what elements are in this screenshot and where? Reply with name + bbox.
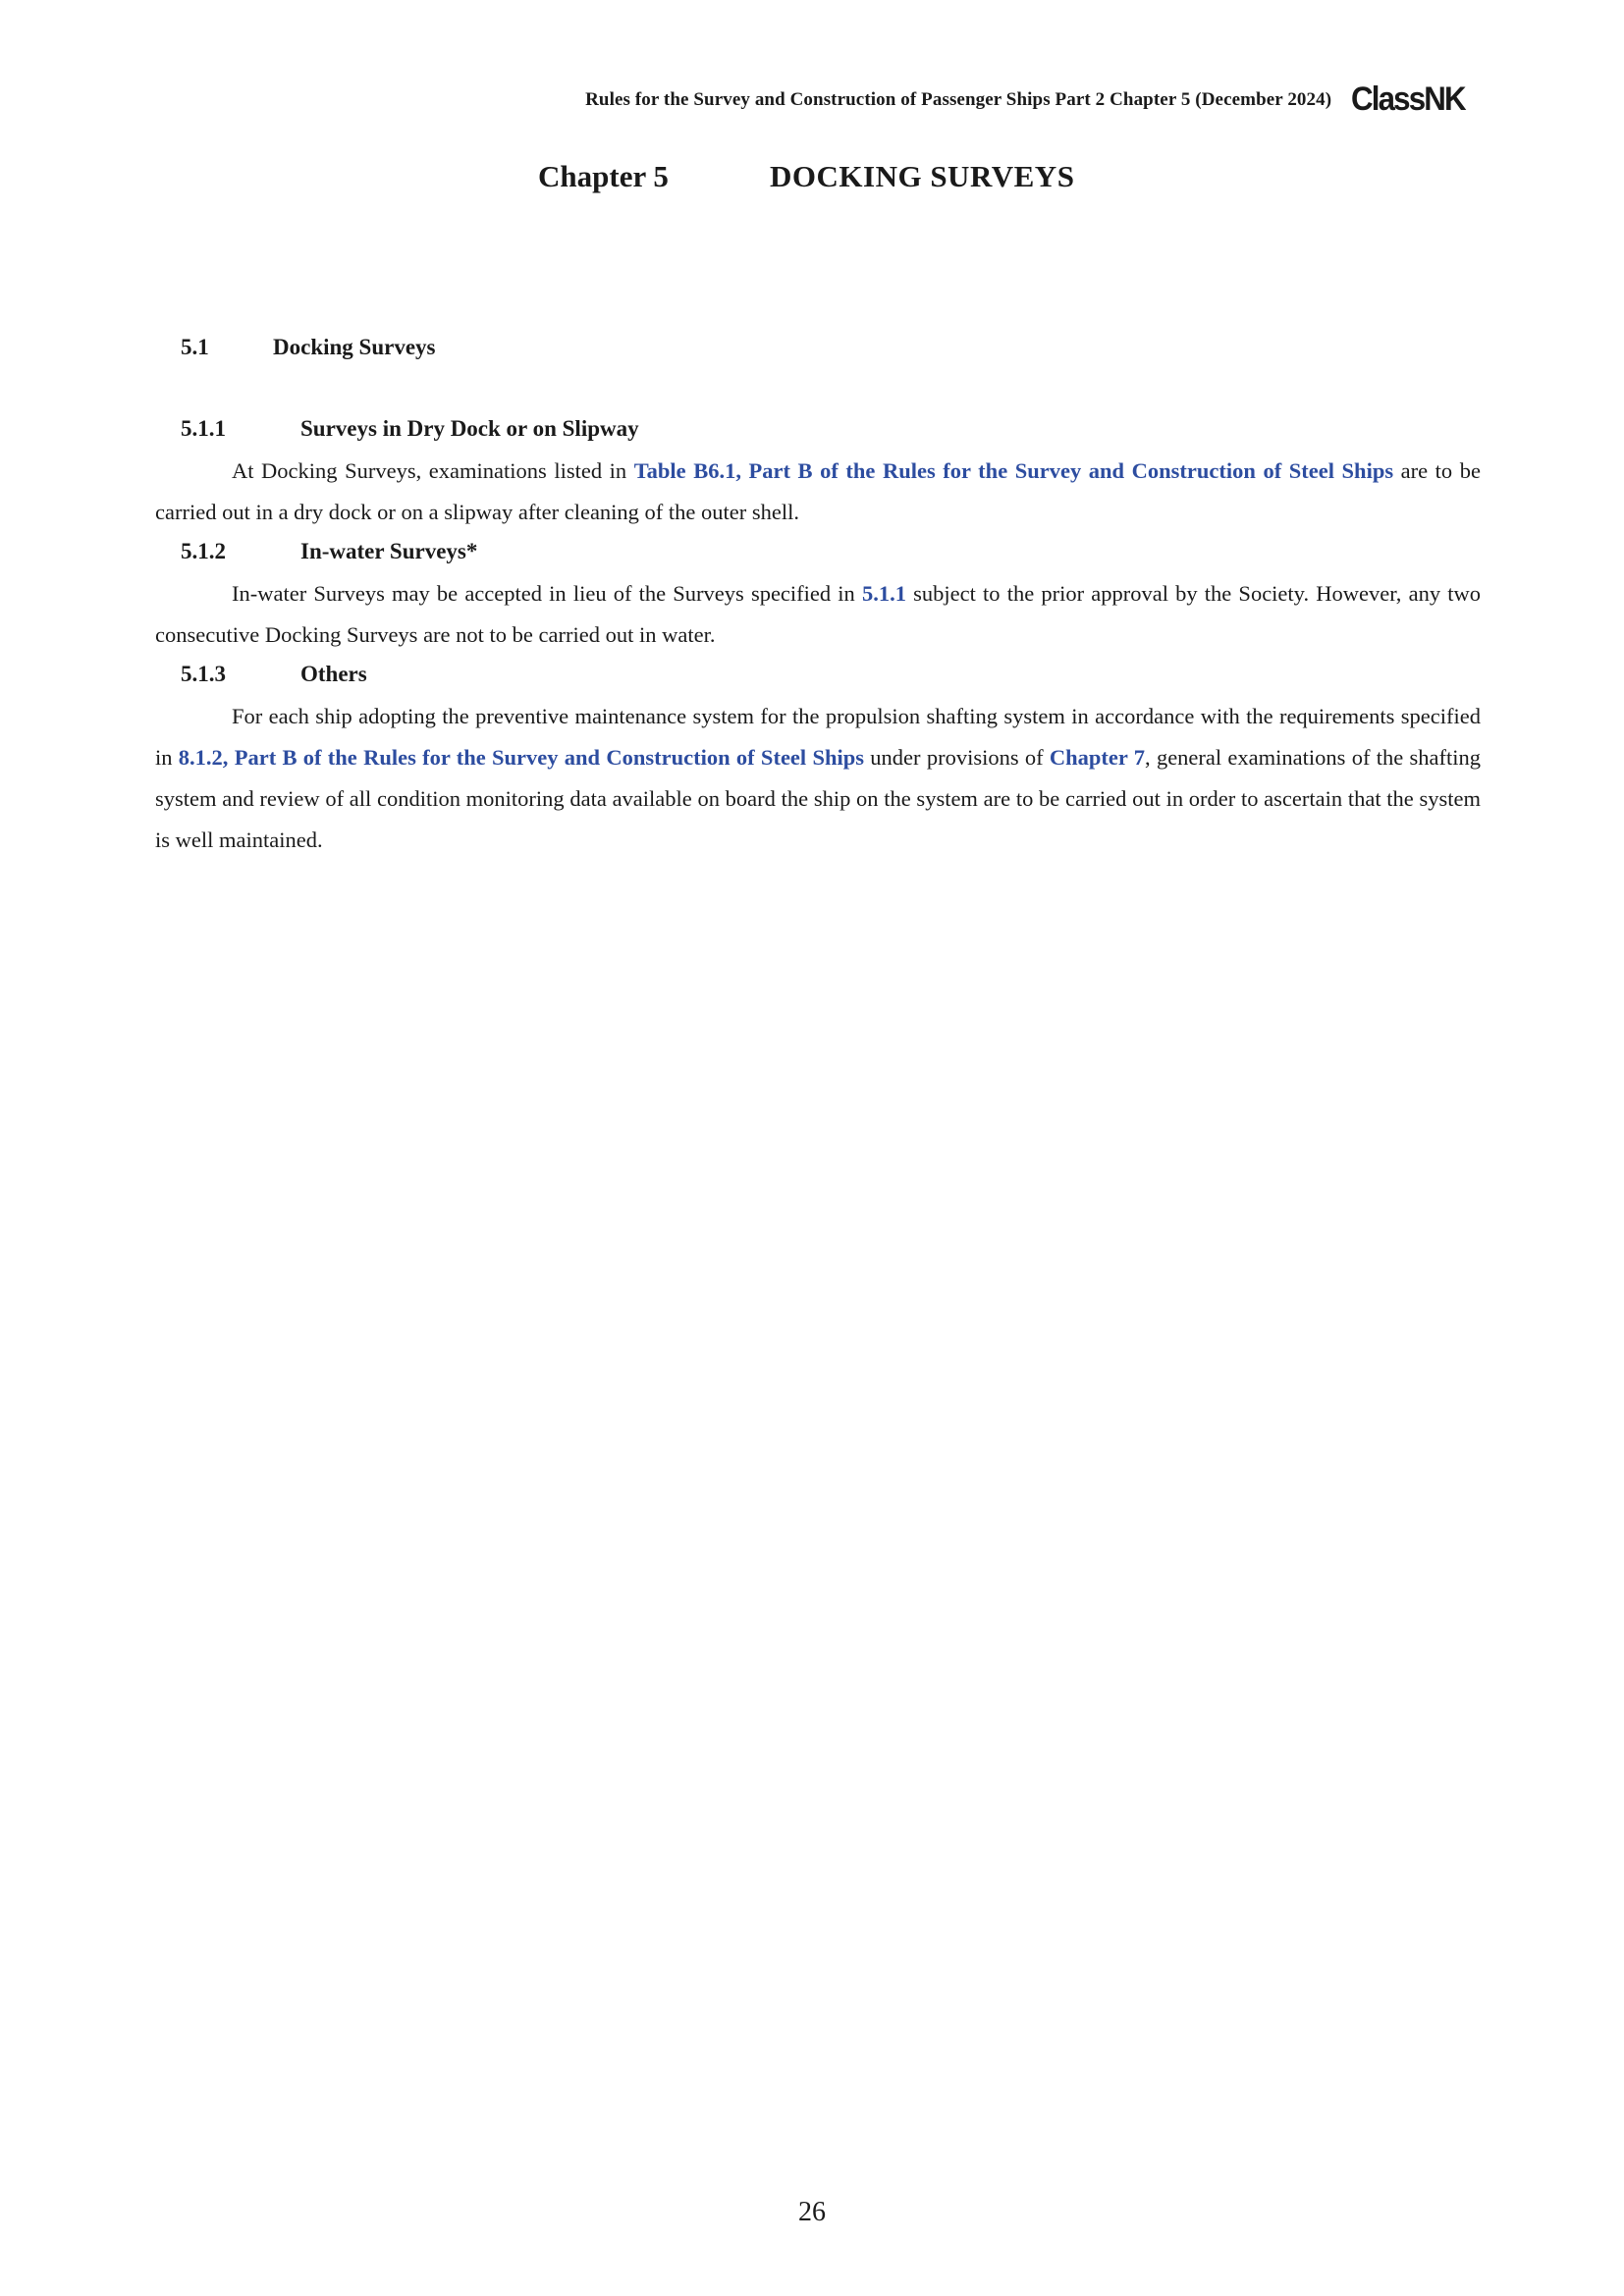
- subsection-title: In-water Surveys*: [300, 539, 478, 563]
- chapter-title: DOCKING SURVEYS: [770, 159, 1075, 193]
- page-header: [585, 80, 1475, 119]
- running-title: Rules for the Survey and Construction of Passenger Ships Part 2 Chapter 5 (December 2024): [585, 88, 1332, 110]
- paragraph-text: At Docking Surveys, examinations listed in: [232, 458, 634, 483]
- chapter-heading: [538, 159, 1074, 194]
- subsection-heading-5-1-2: [181, 539, 477, 564]
- subsection-number: 5.1.1: [181, 416, 226, 441]
- paragraph-5-1-1: [155, 451, 1481, 533]
- cross-reference-link[interactable]: Chapter 7: [1049, 745, 1146, 770]
- paragraph-text: subject to the prior approval by the Society. However, any two consecutive Docking Surveys are not to be carried out in water.: [155, 581, 1481, 647]
- paragraph-text: under provisions of: [864, 745, 1050, 770]
- subsection-heading-5-1-1: [181, 416, 639, 442]
- paragraph-text: are to be carried out in a dry dock or on a slipway after cleaning of the outer shell.: [155, 458, 1481, 524]
- cross-reference-link[interactable]: 5.1.1: [861, 581, 906, 606]
- cross-reference-link[interactable]: Table B6.1, Part B of the Rules for the Survey and Construction of Steel Ships: [633, 458, 1394, 483]
- chapter-number: Chapter 5: [538, 159, 669, 193]
- subsection-number: 5.1.2: [181, 539, 226, 563]
- classnk-logo: ClassNK: [1351, 80, 1465, 118]
- subsection-title: Surveys in Dry Dock or on Slipway: [300, 416, 639, 441]
- section-title: Docking Surveys: [273, 335, 436, 359]
- cross-reference-link[interactable]: 8.1.2, Part B of the Rules for the Survey and Construction of Steel Ships: [178, 745, 865, 770]
- subsection-number: 5.1.3: [181, 662, 226, 686]
- paragraph-5-1-2: [155, 573, 1481, 656]
- subsection-heading-5-1-3: [181, 662, 367, 687]
- paragraph-text: , general examinations of the shafting system and review of all condition monitoring data available on board the ship on the system are to be carried out in order to ascertain that the system is well maintained.: [155, 745, 1481, 852]
- paragraph-text: For each ship adopting the preventive maintenance system for the propulsion shafting system in accordance with the requirements specified in: [155, 704, 1481, 770]
- paragraph-text: In-water Surveys may be accepted in lieu of the Surveys specified in: [232, 581, 862, 606]
- paragraph-5-1-3: [155, 696, 1481, 861]
- subsection-title: Others: [300, 662, 367, 686]
- page-number: 26: [798, 2197, 826, 2227]
- section-heading: [181, 335, 436, 360]
- section-number: 5.1: [181, 335, 209, 359]
